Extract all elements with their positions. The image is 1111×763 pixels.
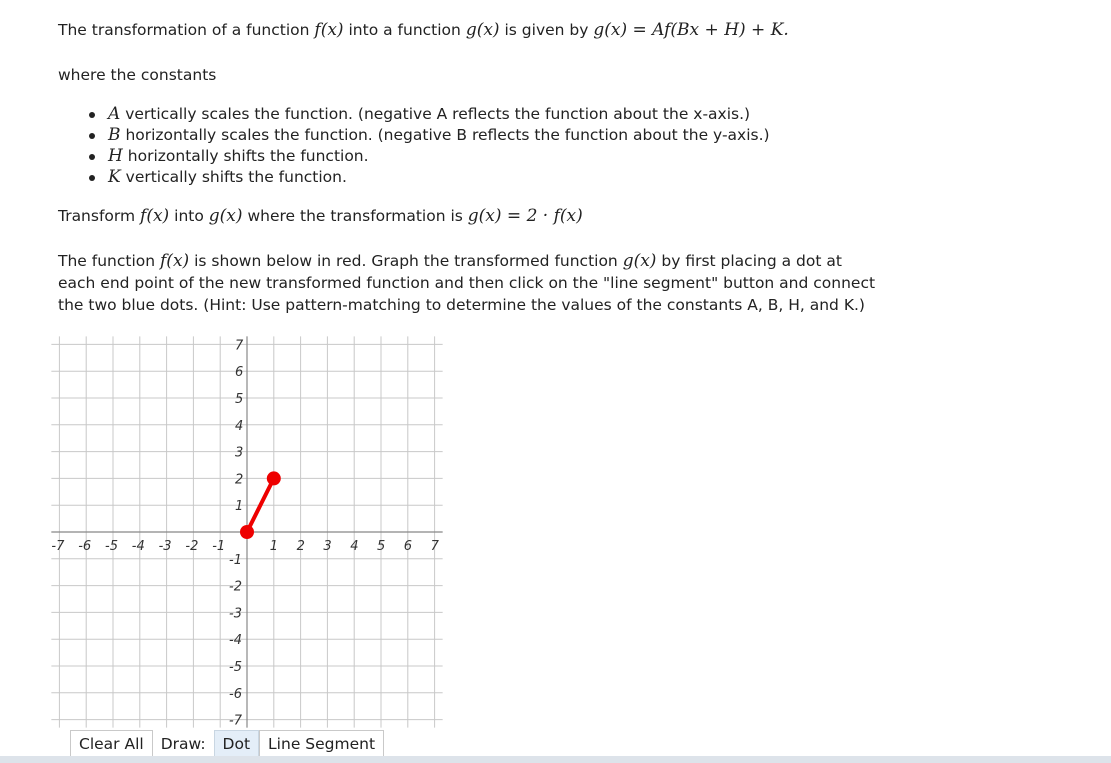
dot-button[interactable]: Dot [214, 730, 260, 758]
y-tick-label: -1 [229, 552, 242, 568]
y-tick-label: 6 [235, 365, 244, 381]
constants-list [88, 104, 770, 188]
x-tick-label: -4 [131, 539, 145, 554]
draw-label: Draw: [160, 735, 206, 753]
instructions [58, 250, 938, 316]
y-tick-label: -6 [229, 686, 242, 702]
function-endpoint-dot [240, 525, 254, 539]
list-item: H horizontally shifts the function. [88, 146, 770, 167]
x-tick-label: 3 [323, 539, 332, 554]
coordinate-graph[interactable] [51, 338, 440, 729]
y-tick-label: 3 [235, 445, 244, 461]
y-tick-label: 4 [235, 418, 244, 434]
x-tick-label: 7 [430, 539, 439, 554]
clear-all-button[interactable]: Clear All [70, 730, 153, 758]
where-label: where the constants [58, 66, 217, 84]
graph-toolbar [70, 730, 384, 758]
x-tick-label: 5 [377, 539, 386, 554]
x-tick-label: 4 [350, 539, 359, 554]
list-item: B horizontally scales the function. (negative B reflects the function about the y-axis.) [88, 125, 770, 146]
y-tick-label: -2 [229, 579, 242, 595]
x-tick-label: 2 [296, 539, 305, 554]
x-tick-label: -2 [185, 539, 199, 554]
instructions-line-2: each end point of the new transformed function and then click on the "line segment" button and connect [58, 274, 876, 292]
y-tick-label: 1 [235, 499, 244, 515]
x-tick-label: -5 [105, 539, 118, 554]
task-line: Transform f(x) into g(x) where the transformation is g(x) = 2 · f(x) [58, 206, 583, 226]
y-tick-label: -4 [229, 633, 242, 649]
instructions-line-1: The function f(x) is shown below in red. Graph the transformed function g(x) by first placing a dot at [58, 251, 842, 271]
y-tick-label: -3 [229, 606, 242, 622]
y-tick-label: 5 [235, 392, 244, 407]
y-tick-label: -7 [229, 713, 242, 729]
y-tick-label: -5 [229, 660, 242, 675]
function-endpoint-dot [267, 471, 281, 485]
x-tick-label: -6 [78, 539, 92, 554]
x-tick-label: -1 [212, 539, 226, 554]
x-tick-label: -7 [51, 539, 65, 554]
y-tick-label: 2 [235, 472, 244, 488]
list-item: A vertically scales the function. (negative A reflects the function about the x-axis.) [88, 104, 770, 125]
y-tick-label: 7 [235, 338, 244, 354]
intro-line: The transformation of a function f(x) into a function g(x) is given by g(x) = Af(Bx + H) + K. [58, 20, 789, 40]
x-tick-label: -3 [158, 539, 172, 554]
bottom-scroll-strip [0, 756, 1111, 763]
x-tick-labels [51, 539, 439, 554]
x-tick-label: 1 [269, 539, 279, 554]
list-item: K vertically shifts the function. [88, 167, 770, 188]
line-segment-button[interactable]: Line Segment [259, 730, 384, 758]
x-tick-label: 6 [403, 539, 413, 554]
instructions-line-3: the two blue dots. (Hint: Use pattern-matching to determine the values of the constants A, B, H, and K.) [58, 296, 865, 314]
